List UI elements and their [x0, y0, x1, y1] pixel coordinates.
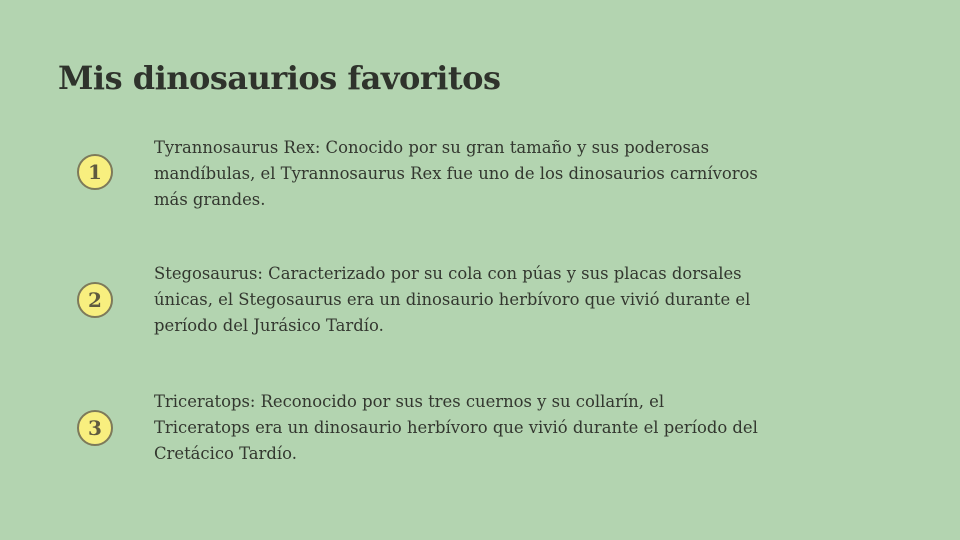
number-badge: 1 [77, 154, 113, 190]
item-text: Triceratops: Reconocido por sus tres cuernos y su collarín, el Triceratops era un dinosaurio herbívoro que vivió durante el período del Cretácico Tardío. [154, 392, 758, 463]
item-text: Stegosaurus: Caracterizado por su cola con púas y sus placas dorsales únicas, el Stegosaurus era un dinosaurio herbívoro que vivió durante el período del Jurásico Tardío. [154, 264, 751, 335]
number-badge: 2 [77, 282, 113, 318]
slide-title: Mis dinosaurios favoritos [58, 59, 501, 97]
number-badge: 3 [77, 410, 113, 446]
item-text: Tyrannosaurus Rex: Conocido por su gran tamaño y sus poderosas mandíbulas, el Tyrannosaurus Rex fue uno de los dinosaurios carnívoros más grandes. [154, 138, 758, 209]
